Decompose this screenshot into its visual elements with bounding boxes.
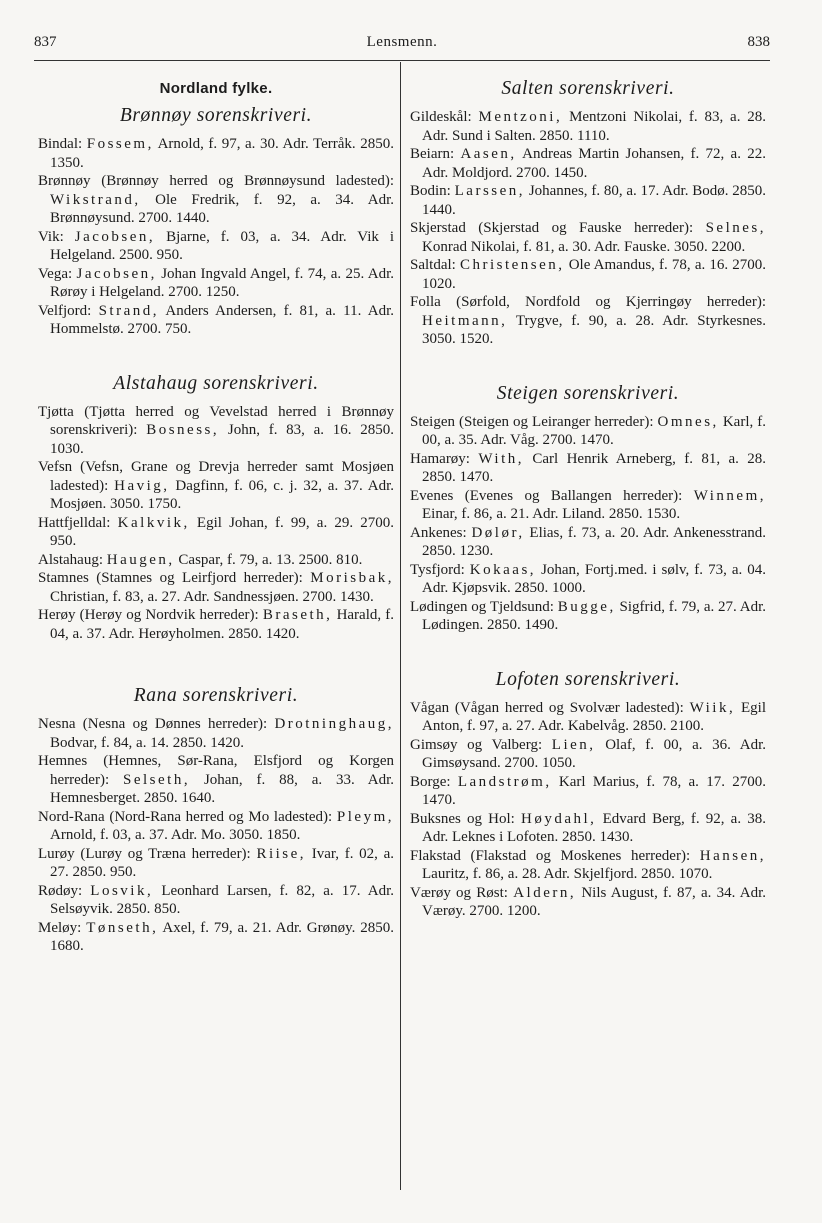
entry xyxy=(410,219,766,256)
section-lofoten xyxy=(410,669,766,921)
entry xyxy=(410,108,766,145)
entry xyxy=(410,884,766,921)
section-title: Steigen sorenskriveri. xyxy=(496,382,680,404)
entry-place: Gildeskål: xyxy=(410,109,472,125)
entry-details: Johan, Fortj.med. i sølv, f. 73, a. 04. Adr. Kjøpsvik. 2850. 1000. xyxy=(422,561,767,596)
entry-details: Trygve, f. 90, a. 28. Adr. Styrkesnes. 3050. 1520. xyxy=(422,312,766,347)
page-number-right: 838 xyxy=(747,34,770,50)
entry-place: Lødingen og Tjeldsund: xyxy=(410,598,554,615)
entry-name: Omnes, xyxy=(657,413,719,430)
entry-details: Bjarne, f. 03, a. 34. Adr. Vik i Helgeland. 2500. 950. xyxy=(50,228,395,263)
section-title: Brønnøy sorenskriveri. xyxy=(119,105,313,126)
entry xyxy=(38,808,394,845)
entry-place: Velfjord: xyxy=(38,302,92,319)
entry-name: Lien, xyxy=(551,736,596,753)
section-title: Lofoten sorenskriveri. xyxy=(495,668,681,690)
entry-list xyxy=(38,403,394,644)
entry-place: Ankenes: xyxy=(410,524,467,541)
entry-place: Saltdal: xyxy=(410,257,456,273)
right-column xyxy=(410,64,766,921)
entry-place: Flakstad (Flakstad og Moskenes herreder): xyxy=(410,847,691,864)
entry-place: Lurøy (Lurøy og Træna herreder): xyxy=(38,845,251,862)
entry-name: Kalkvik, xyxy=(117,514,190,531)
entry-details: Lauritz, f. 86, a. 28. Adr. Skjelfjord. 2850. 1070. xyxy=(422,866,713,882)
entry-place: Hemnes (Hemnes, Sør-Rana, Elsfjord og Korgen herreder): xyxy=(38,753,394,788)
entry-name: Fossem, xyxy=(86,136,154,152)
entry-place: Skjerstad (Skjerstad og Fauske herreder): xyxy=(410,220,694,236)
entry-name: Drotninghaug, xyxy=(274,716,395,732)
entry-details: Sigfrid, f. 79, a. 27. Adr. Lødingen. 2850. 1490. xyxy=(422,598,767,633)
section-title: Alstahaug sorenskriveri. xyxy=(113,372,319,394)
entry-details: Arnold, f. 97, a. 30. Adr. Terråk. 2850. 1350. xyxy=(50,136,394,171)
entry-details: John, f. 83, a. 16. 2850. 1030. xyxy=(50,422,395,457)
entry xyxy=(410,598,766,635)
section-salten xyxy=(410,78,766,349)
entry-place: Folla (Sørfold, Nordfold og Kjerringøy herreder): xyxy=(410,294,766,310)
entry-details: Harald, f. 04, a. 37. Adr. Herøyholmen. 2850. 1420. xyxy=(50,607,395,642)
entry xyxy=(38,569,394,606)
entry xyxy=(38,845,394,882)
entry-name: Havig, xyxy=(114,477,170,494)
entry-details: Johannes, f. 80, a. 17. Adr. Bodø. 2850. 1440. xyxy=(422,183,767,218)
entry-details: Bodvar, f. 84, a. 14. 2850. 1420. xyxy=(50,734,244,751)
entry-details: Johan Ingvald Angel, f. 74, a. 25. Adr. Rørøy i Helgeland. 2700. 1250. xyxy=(50,265,394,300)
entry xyxy=(38,135,394,172)
entry-name: Haugen, xyxy=(106,551,175,568)
entry-place: Steigen (Steigen og Leiranger herreder): xyxy=(410,413,654,430)
entry-details: Caspar, f. 79, a. 13. 2500. 810. xyxy=(178,551,363,568)
entry-list xyxy=(410,699,766,921)
entry-details: Leonhard Larsen, f. 82, a. 17. Adr. Selsøyvik. 2850. 850. xyxy=(50,882,395,917)
entry-place: Alstahaug: xyxy=(38,551,103,568)
entry-details: Andreas Martin Johansen, f. 72, a. 22. Adr. Moldjord. 2700. 1450. xyxy=(422,146,766,181)
entry-name: Bosness, xyxy=(146,422,220,438)
entry xyxy=(410,810,766,847)
entry-name: Jacobsen, xyxy=(74,228,156,245)
entry-place: Beiarn: xyxy=(410,146,455,162)
entry-name: Winnem, xyxy=(693,487,767,504)
entry-place: Vik: xyxy=(38,228,64,245)
entry-place: Nesna (Nesna og Dønnes herreder): xyxy=(38,716,268,732)
entry-name: Larssen, xyxy=(454,183,526,199)
entry-name: Aldern, xyxy=(513,884,577,901)
entry-name: Selseth, xyxy=(122,771,191,788)
entry-name: Wiik, xyxy=(689,699,736,716)
entry-details: Johan, f. 88, a. 33. Adr. Hemnesberget. 2850. 1640. xyxy=(50,771,395,806)
entry-list xyxy=(410,108,766,349)
entry xyxy=(38,228,394,265)
entry-details: Egil Johan, f. 99, a. 29. 2700. 950. xyxy=(50,514,395,549)
entry-list xyxy=(38,715,394,956)
entry-name: Wikstrand, xyxy=(50,191,141,208)
entry-place: Bindal: xyxy=(38,136,83,152)
entry-name: Aasen, xyxy=(460,146,517,162)
entry xyxy=(38,882,394,919)
section-title: Salten sorenskriveri. xyxy=(501,78,675,99)
entry-details: Ole Fredrik, f. 92, a. 34. Adr. Brønnøysund. 2700. 1440. xyxy=(50,191,394,226)
section-steigen xyxy=(410,383,766,635)
entry-details: Egil Anton, f. 97, a. 27. Adr. Kabelvåg. 2850. 2100. xyxy=(422,699,767,734)
entry-details: Mentzoni Nikolai, f. 83, a. 28. Adr. Sund i Salten. 2850. 1110. xyxy=(422,109,767,144)
entry xyxy=(38,606,394,643)
entry-details: Olaf, f. 00, a. 36. Adr. Gimsøysand. 2700. 1050. xyxy=(422,736,767,771)
header-rule xyxy=(34,60,770,61)
entry xyxy=(38,172,394,228)
entry-details: Konrad Nikolai, f. 81, a. 30. Adr. Fauske. 3050. 2200. xyxy=(422,238,746,255)
entry-name: Morisbak, xyxy=(310,570,394,586)
page-number-left: 837 xyxy=(34,34,57,50)
entry-place: Tysfjord: xyxy=(410,561,465,578)
entry-details: Einar, f. 86, a. 21. Adr. Liland. 2850. 1530. xyxy=(422,506,681,522)
entry-name: Braseth, xyxy=(262,607,333,623)
page-header xyxy=(34,34,770,56)
entry-place: Herøy (Herøy og Nordvik herreder): xyxy=(38,607,259,623)
entry-place: Gimsøy og Valberg: xyxy=(410,736,543,753)
entry-list xyxy=(410,413,766,635)
entry xyxy=(38,302,394,339)
entry-details: Arnold, f. 03, a. 37. Adr. Mo. 3050. 1850. xyxy=(50,827,301,843)
entry xyxy=(410,773,766,810)
entry-place: Tjøtta (Tjøtta herred og Vevelstad herred i Brønnøy sorenskriveri): xyxy=(38,403,394,438)
entry-place: Brønnøy (Brønnøy herred og Brønnøysund ladested): xyxy=(38,173,394,189)
entry-name: Høydahl, xyxy=(521,810,597,827)
entry xyxy=(410,699,766,736)
entry-details: Dagfinn, f. 06, c. j. 32, a. 37. Adr. Mosjøen. 3050. 1750. xyxy=(50,477,395,512)
entry-name: Strand, xyxy=(98,302,159,319)
section-bronnoy xyxy=(38,105,394,339)
entry-name: Landstrøm, xyxy=(457,773,552,790)
entry xyxy=(410,145,766,182)
entry-name: Tønseth, xyxy=(86,919,159,936)
entry-name: Heitmann, xyxy=(422,312,508,329)
entry-name: With, xyxy=(478,450,525,467)
entry xyxy=(410,293,766,349)
entry-place: Hattfjelldal: xyxy=(38,514,111,531)
entry-details: Axel, f. 79, a. 21. Adr. Grønøy. 2850. 1680. xyxy=(50,919,395,954)
entry-details: Carl Henrik Arneberg, f. 81, a. 28. 2850. 1470. xyxy=(422,450,767,485)
entry-place: Vega: xyxy=(38,265,73,282)
entry-name: Christensen, xyxy=(459,257,565,273)
entry-details: Karl, f. 00, a. 35. Adr. Våg. 2700. 1470. xyxy=(422,413,767,448)
entry xyxy=(38,458,394,514)
entry xyxy=(410,450,766,487)
entry xyxy=(38,919,394,956)
county-heading: Nordland fylke. xyxy=(159,80,273,97)
entry-place: Evenes (Evenes og Ballangen herreder): xyxy=(410,487,683,504)
section-alstahaug xyxy=(38,373,394,644)
entry-name: Hansen, xyxy=(699,847,767,864)
entry xyxy=(38,514,394,551)
entry-place: Hamarøy: xyxy=(410,450,470,467)
entry-details: Elias, f. 73, a. 20. Adr. Ankenesstrand. 2850. 1230. xyxy=(422,524,767,559)
entry xyxy=(410,413,766,450)
column-divider xyxy=(400,62,401,1190)
entry xyxy=(410,736,766,773)
entry xyxy=(38,551,394,570)
entry xyxy=(38,715,394,752)
entry-details: Karl Marius, f. 78, a. 17. 2700. 1470. xyxy=(422,773,766,808)
entry-place: Buksnes og Hol: xyxy=(410,810,515,827)
entry-details: Nils August, f. 87, a. 34. Adr. Værøy. 2700. 1200. xyxy=(422,884,767,919)
entry-name: Dølør, xyxy=(471,524,525,541)
entry-name: Mentzoni, xyxy=(478,109,563,125)
entry-details: Edvard Berg, f. 92, a. 38. Adr. Leknes i Lofoten. 2850. 1430. xyxy=(422,810,767,845)
entry-name: Bugge, xyxy=(557,598,616,615)
entry-place: Borge: xyxy=(410,773,451,790)
entry-list xyxy=(38,135,394,339)
entry-place: Meløy: xyxy=(38,919,82,936)
entry-details: Ivar, f. 02, a. 27. 2850. 950. xyxy=(50,845,395,880)
entry-place: Rødøy: xyxy=(38,882,83,899)
entry-name: Selnes, xyxy=(705,220,767,236)
entry xyxy=(410,487,766,524)
entry-place: Vågan (Vågan herred og Svolvær ladested): xyxy=(410,699,684,716)
entry-name: Pleym, xyxy=(336,808,395,825)
entry-place: Vefsn (Vefsn, Grane og Drevja herreder samt Mosjøen ladested): xyxy=(38,459,394,494)
entry xyxy=(410,256,766,293)
entry-details: Anders Andersen, f. 81, a. 11. Adr. Hommelstø. 2700. 750. xyxy=(50,302,394,337)
entry xyxy=(38,403,394,459)
section-rana xyxy=(38,685,394,956)
entry-name: Losvik, xyxy=(90,882,154,899)
entry-place: Bodin: xyxy=(410,183,451,199)
entry-name: Jacobsen, xyxy=(76,265,157,282)
running-title: Lensmenn. xyxy=(366,34,438,50)
entry xyxy=(410,561,766,598)
entry-details: Christian, f. 83, a. 27. Adr. Sandnessjøen. 2700. 1430. xyxy=(50,588,374,605)
entry-name: Riise, xyxy=(256,845,307,862)
section-title: Rana sorenskriveri. xyxy=(133,685,299,706)
entry-details: Ole Amandus, f. 78, a. 16. 2700. 1020. xyxy=(422,257,766,292)
entry xyxy=(410,847,766,884)
entry xyxy=(38,752,394,808)
entry-place: Nord-Rana (Nord-Rana herred og Mo ladested): xyxy=(38,808,333,825)
entry-name: Kokaas, xyxy=(469,561,537,578)
entry xyxy=(410,182,766,219)
entry xyxy=(410,524,766,561)
entry-place: Værøy og Røst: xyxy=(410,884,508,901)
entry-place: Stamnes (Stamnes og Leirfjord herreder): xyxy=(38,570,303,586)
entry xyxy=(38,265,394,302)
left-column xyxy=(38,64,394,956)
